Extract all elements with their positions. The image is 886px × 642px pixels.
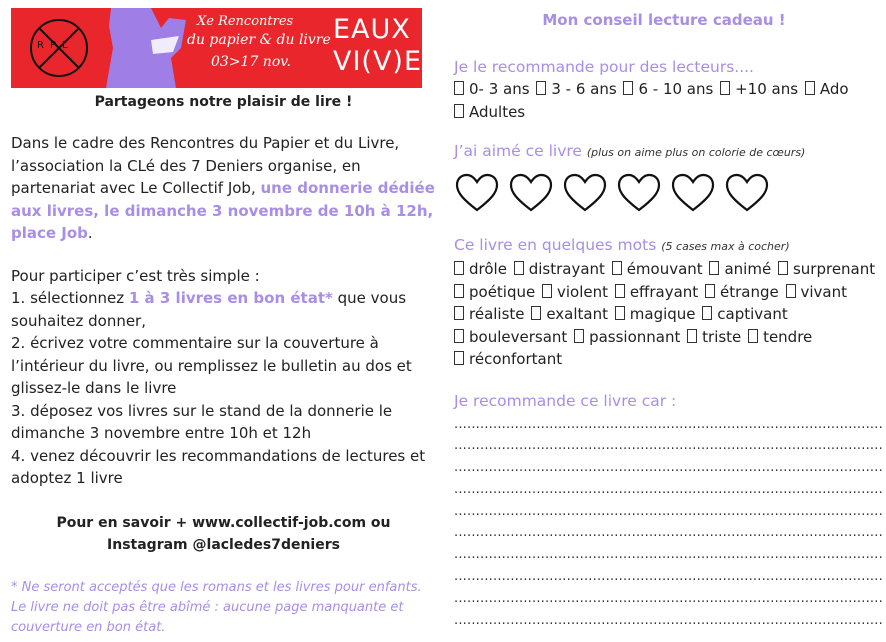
reader-age-option[interactable] (454, 103, 525, 121)
reader-age-option[interactable] (805, 80, 849, 98)
word-option-label: exaltant (546, 305, 608, 323)
answer-line[interactable]: ................................................................................................... (454, 481, 883, 497)
checkbox-icon[interactable] (536, 81, 546, 95)
word-option[interactable] (786, 283, 848, 301)
step-1-text: 1. sélectionnez (11, 289, 129, 307)
heart-icon[interactable] (724, 172, 770, 214)
word-option-label: émouvant (626, 260, 703, 278)
checkbox-icon[interactable] (454, 284, 464, 298)
checkbox-icon[interactable] (615, 306, 625, 320)
words-heading (454, 234, 882, 258)
checkbox-icon[interactable] (720, 81, 730, 95)
intro-highlight: une donnerie dédiée aux livres, le dimanche 3 novembre de 10h à 12h, place Job (11, 179, 435, 242)
flyer-left-column (11, 8, 441, 638)
answer-line[interactable]: ................................................................................................... (454, 590, 883, 606)
word-option-label: surprenant (792, 260, 876, 278)
checkbox-icon[interactable] (454, 104, 464, 118)
word-option-label: drôle (469, 260, 507, 278)
word-option-label: poétique (469, 282, 536, 301)
word-option-label: violent (557, 282, 609, 301)
steps-block (11, 265, 436, 490)
checkbox-icon[interactable] (748, 329, 758, 343)
checkbox-icon[interactable] (805, 81, 815, 95)
reader-age-option-label: 6 - 10 ans (638, 80, 714, 98)
checkbox-icon[interactable] (623, 81, 633, 95)
words-hint: (5 cases max à cocher) (661, 240, 790, 253)
word-option[interactable] (574, 328, 680, 346)
reader-age-option-label: 3 - 6 ans (551, 80, 617, 98)
info-block (11, 512, 436, 556)
heart-icon[interactable] (670, 172, 716, 214)
word-option[interactable] (531, 305, 608, 323)
answer-line[interactable]: ................................................................................................... (454, 569, 883, 585)
words-options (454, 258, 882, 371)
step-1-highlight: 1 à 3 livres en bon état* (128, 289, 333, 307)
word-option-label: triste (702, 327, 742, 346)
word-option[interactable] (454, 328, 567, 346)
checkbox-icon[interactable] (454, 329, 464, 343)
form-title: Mon conseil lecture cadeau ! (542, 11, 786, 29)
info-line-1: Pour en savoir + www.collectif-job.com ou (56, 514, 391, 531)
word-option-label: magique (629, 305, 696, 323)
dotted-lines (454, 414, 882, 632)
word-option-label: animé (724, 260, 772, 278)
word-option[interactable] (612, 260, 703, 278)
word-option[interactable] (709, 260, 771, 278)
reader-age-option-label: 0- 3 ans (469, 80, 530, 98)
intro-paragraph (11, 132, 436, 245)
checkbox-icon[interactable] (454, 306, 464, 320)
checkbox-icon[interactable] (778, 261, 788, 275)
step-1-end: que vous souhaitez donner, (11, 289, 407, 330)
checkbox-icon[interactable] (454, 351, 464, 365)
word-option-label: bouleversant (469, 327, 568, 346)
word-option[interactable] (615, 283, 698, 301)
banner-line-2: du papier & du livre (187, 32, 331, 48)
reader-age-option-label: Adultes (469, 102, 526, 121)
word-option[interactable] (615, 305, 696, 323)
reader-age-option[interactable] (536, 80, 616, 98)
heart-icon[interactable] (508, 172, 554, 214)
readers-heading: Je le recommande pour des lecteurs.... (454, 58, 754, 76)
word-option-label: effrayant (629, 282, 699, 301)
word-option[interactable] (702, 305, 787, 323)
words-heading-text: Ce livre en quelques mots (454, 236, 657, 254)
flyer-right-column (454, 8, 882, 631)
headline: Partageons notre plaisir de lire ! (94, 94, 353, 110)
info-line-2: Instagram @lacledes7deniers (107, 536, 340, 553)
reader-age-option[interactable] (720, 80, 798, 98)
word-option[interactable] (687, 328, 741, 346)
checkbox-icon[interactable] (542, 284, 552, 298)
checkbox-icon[interactable] (705, 284, 715, 298)
checkbox-icon[interactable] (454, 81, 464, 95)
word-option[interactable] (778, 260, 875, 278)
heart-icon[interactable] (454, 172, 500, 214)
steps-intro: Pour participer c’est très simple : (11, 266, 260, 285)
checkbox-icon[interactable] (687, 329, 697, 343)
word-option-label: tendre (763, 327, 813, 346)
word-option-label: passionnant (589, 327, 681, 346)
reader-age-option[interactable] (623, 80, 713, 98)
checkbox-icon[interactable] (786, 284, 796, 298)
checkbox-icon[interactable] (514, 261, 524, 275)
word-option-label: distrayant (528, 260, 605, 278)
word-option-label: réaliste (469, 305, 525, 323)
step-4: 4. venez découvrir les recommandations de lectures et adoptez 1 livre (11, 446, 426, 487)
checkbox-icon[interactable] (454, 261, 464, 275)
word-option-label: vivant (800, 282, 848, 301)
intro-text: Dans le cadre des Rencontres du Papier et du Livre, l’association la CLé des 7 Deniers organise, en partenariat avec Le Collectif Job, (11, 134, 400, 197)
word-option[interactable] (454, 305, 525, 323)
readers-options (454, 78, 882, 123)
checkbox-icon[interactable] (531, 306, 541, 320)
answer-line[interactable]: ................................................................................................... (454, 525, 883, 541)
liked-heading-text: J’ai aimé ce livre (454, 142, 582, 160)
word-option-label: réconfortant (469, 350, 563, 368)
checkbox-icon[interactable] (574, 329, 584, 343)
heart-icon[interactable] (616, 172, 662, 214)
banner-big-word-1: EAUX (333, 14, 411, 45)
answer-line[interactable]: ................................................................................................... (454, 438, 883, 454)
answer-line[interactable]: ................................................................................................... (454, 460, 883, 476)
word-option[interactable] (454, 283, 535, 301)
word-option[interactable] (748, 328, 812, 346)
banner-big-word-2: VI(V)ES (333, 46, 441, 77)
word-option[interactable] (514, 260, 605, 278)
word-option[interactable] (454, 350, 562, 368)
intro-end: . (87, 224, 93, 242)
word-option-label: captivant (717, 305, 788, 323)
step-1 (11, 287, 436, 332)
word-option[interactable] (705, 283, 779, 301)
hearts-row (454, 172, 882, 214)
word-option[interactable] (542, 283, 608, 301)
answer-line[interactable]: ................................................................................................... (454, 612, 883, 628)
footnote: * Ne seront acceptés que les romans et les livres pour enfants. Le livre ne doit pas être abîmé : aucune page manquante et couverture en bon état. (11, 579, 422, 635)
step-3: 3. déposez vos livres sur le stand de la donnerie le dimanche 3 novembre entre 10h et 12h (11, 401, 393, 442)
answer-line[interactable]: ................................................................................................... (454, 503, 883, 519)
word-option[interactable] (454, 260, 507, 278)
step-2: 2. écrivez votre commentaire sur la couverture à l’intérieur du livre, ou remplissez le bulletin au dos et glissez-le dans le livre (11, 334, 412, 397)
answer-line[interactable]: ................................................................................................... (454, 547, 883, 563)
reader-age-option[interactable] (454, 80, 530, 98)
word-option-label: étrange (719, 282, 779, 301)
reader-age-option-label: Ado (819, 80, 849, 98)
checkbox-icon[interactable] (612, 261, 622, 275)
banner-line-1: Xe Rencontres (197, 14, 294, 29)
liked-hint: (plus on aime plus on colorie de cœurs) (586, 146, 806, 159)
reader-age-option-label: +10 ans (735, 80, 799, 98)
checkbox-icon[interactable] (709, 261, 719, 275)
checkbox-icon[interactable] (702, 306, 712, 320)
banner-line-3: 03>17 nov. (211, 54, 291, 70)
heart-icon[interactable] (562, 172, 608, 214)
checkbox-icon[interactable] (615, 284, 625, 298)
because-heading: Je recommande ce livre car : (454, 391, 677, 410)
answer-line[interactable]: ................................................................................................... (454, 416, 883, 432)
event-banner (11, 8, 441, 88)
banner-logo-text: RPL (37, 40, 74, 51)
liked-heading (454, 140, 882, 164)
